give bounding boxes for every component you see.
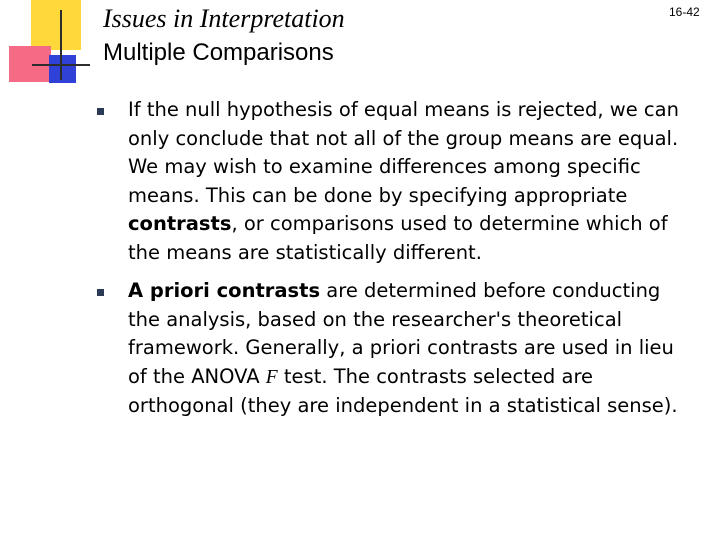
page-number: 16-42 bbox=[669, 5, 700, 19]
decorative-yellow-square bbox=[31, 0, 81, 50]
slide-subtitle: Multiple Comparisons bbox=[103, 39, 334, 66]
bullet-text: A priori contrasts are determined before conducting the analysis, based on the researcher's theoretical framework. Generally, a priori contrasts are used in lieu of the ANOVA F test. The contrasts selected are orthogonal (they are independent in a statistical sense). bbox=[128, 279, 678, 417]
italic-term: F bbox=[265, 366, 278, 388]
square-bullet-icon bbox=[97, 108, 104, 115]
square-bullet-icon bbox=[97, 289, 104, 296]
decorative-blue-square bbox=[49, 55, 76, 83]
bold-term: A priori contrasts bbox=[128, 279, 321, 302]
bullet-text: If the null hypothesis of equal means is rejected, we can only conclude that not all of the group means are equal. We may wish to examine differences among specific means. This can be done by specifying appropriate contrasts, or comparisons used to determine which of the means are statistically different. bbox=[128, 98, 679, 264]
bullet-item bbox=[90, 277, 690, 421]
bold-term: contrasts bbox=[128, 212, 232, 235]
bullet-item bbox=[90, 96, 690, 267]
bullet-list bbox=[90, 96, 690, 431]
decorative-horizontal-line bbox=[32, 64, 90, 66]
decorative-vertical-line bbox=[60, 10, 62, 80]
slide-title: Issues in Interpretation bbox=[103, 4, 345, 33]
